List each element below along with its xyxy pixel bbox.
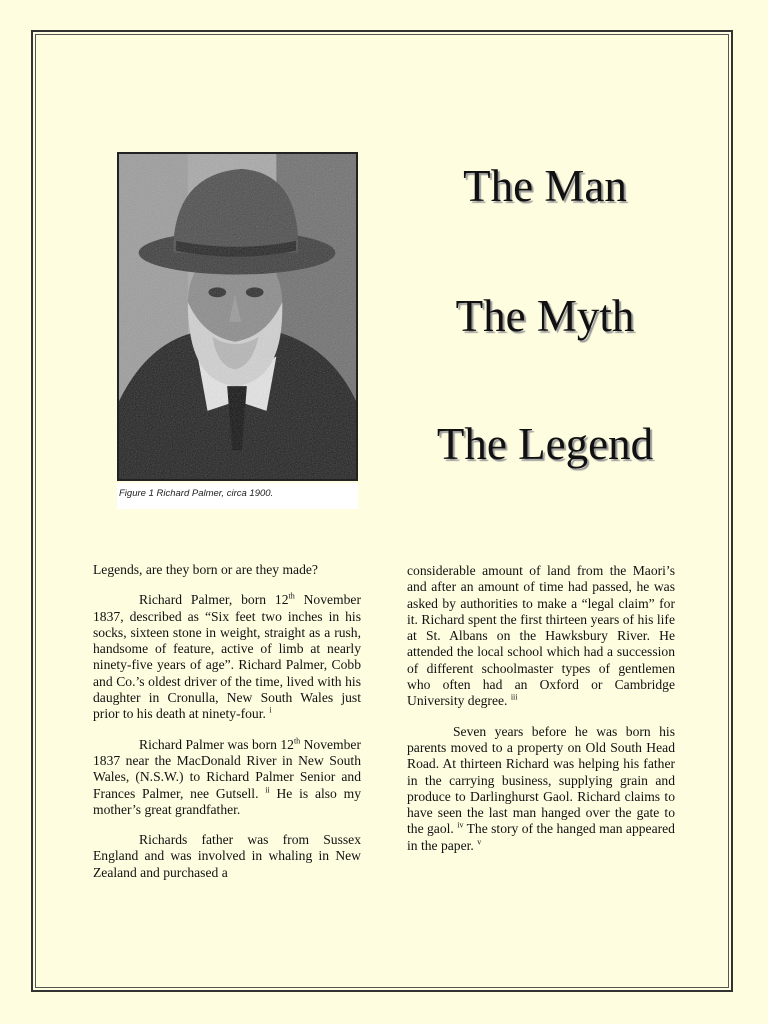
paragraph-childhood xyxy=(407,724,675,854)
endnote-ref-ii[interactable]: ii xyxy=(265,785,270,795)
text-span: Seven years before he was born his parents moved to a property on Old South Head Road. At thirteen Richard was helping his father in the carrying business, supplying grain and produce to Darlinghurst Gaol. Richard claims to have seen the last man hanged over the gate to the gaol. xyxy=(407,723,675,837)
text-span: He is also my mother’s great grandfather. xyxy=(93,785,361,817)
superscript: th xyxy=(293,736,301,746)
portrait-image xyxy=(119,154,356,479)
text-span: Richard Palmer was born 12 xyxy=(139,736,294,752)
paragraph-land xyxy=(407,563,675,710)
title-the-legend: The Legend xyxy=(436,419,654,469)
text-span: Richard Palmer, born 12 xyxy=(139,592,289,608)
figure-caption: Figure 1 Richard Palmer, circa 1900. xyxy=(119,488,274,499)
text-span: The story of the hanged man appeared in the paper. xyxy=(407,821,675,853)
endnote-ref-v[interactable]: v xyxy=(477,837,482,847)
paragraph-intro: Legends, are they born or are they made? xyxy=(93,562,318,577)
title-the-man: The Man xyxy=(463,161,627,211)
superscript: th xyxy=(288,591,295,601)
paragraph-father: Richards father was from Sussex England and was involved in whaling in New Zealand and purchased a xyxy=(93,832,361,880)
endnote-ref-iii[interactable]: iii xyxy=(510,692,518,702)
paragraph-birth xyxy=(93,737,361,818)
text-span: November 1837, described as “Six feet two inches in his socks, sixteen stone in weight, straight as a rush, handsome of feature, active of limb at nearly ninety-five years of age”. Richard Palmer, Cobb and Co.’s oldest driver of the time, lived with his daughter in Cronulla, New South Wales just prior to his death at ninety-four. xyxy=(93,592,361,722)
endnote-ref-i[interactable]: i xyxy=(269,705,272,715)
endnote-ref-iv[interactable]: iv xyxy=(457,820,464,830)
text-span: considerable amount of land from the Maori’s and after an amount of time had passed, he was asked by authorities to make a “legal claim” for it. Richard spent the first thirteen years of his life at St. Albans on the Hawksbury River. He attended the local school which had a succession of different schoolmaster types of gentlemen who often had an Oxford or Cambridge University degree. xyxy=(407,563,675,709)
left-column xyxy=(93,562,361,895)
portrait-photo xyxy=(117,152,358,481)
title-the-myth: The Myth xyxy=(455,291,635,341)
text-span: November 1837 near the MacDonald River in New South Wales, (N.S.W.) to Richard Palmer Senior and Frances Palmer, nee Gutsell. xyxy=(93,736,361,801)
paragraph-description xyxy=(93,592,361,722)
right-column xyxy=(407,563,675,868)
